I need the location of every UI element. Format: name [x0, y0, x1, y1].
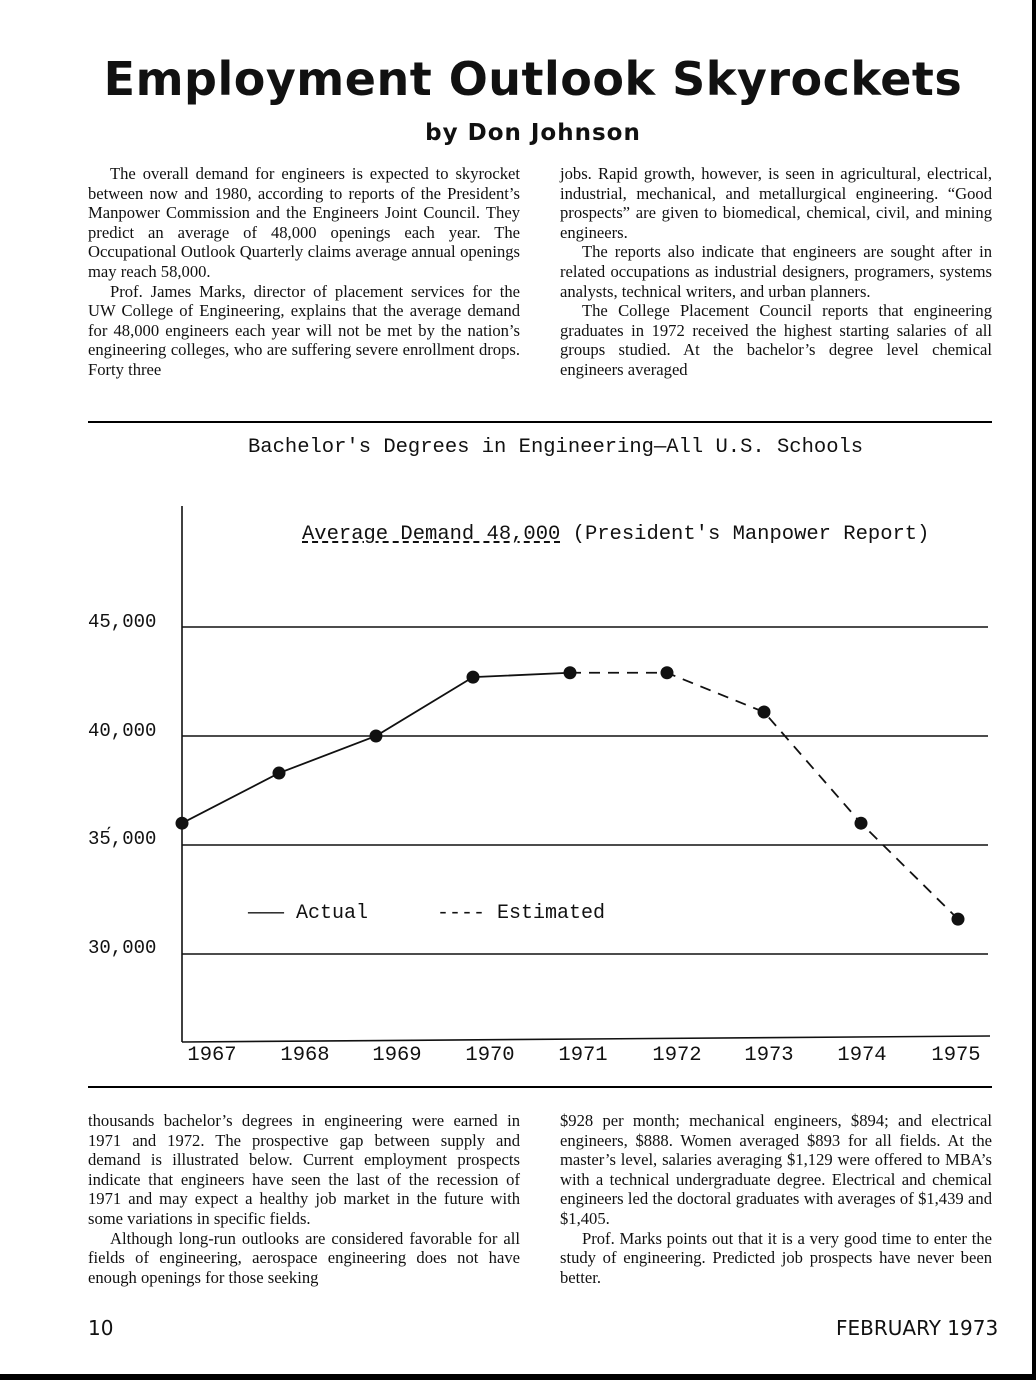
data-point-1969: [370, 730, 383, 743]
legend-estimated-swatch: ----: [437, 902, 486, 925]
data-point-1968: [273, 767, 286, 780]
chart-bottom-rule: [88, 1086, 992, 1088]
data-point-1971: [564, 666, 577, 679]
paragraph: $928 per month; mechanical engineers, $894; and electrical engineers, $888. Women averaged $893 for all fields. At the master’s level, salaries averaging $1,129 were offered to MBA’s with a technical undergraduate degree. Electrical and chemical engineers led the doctoral graduates with averages of $1,439 and $1,405.: [560, 1111, 992, 1228]
x-axis: [182, 1036, 990, 1042]
paragraph: The College Placement Council reports that engineering graduates in 1972 received the highest starting salaries of all groups studied. At the bachelor’s degree level chemical engineers averaged: [560, 301, 992, 379]
legend-actual-label: Actual: [296, 902, 369, 925]
x-tick-label-1971: 1971: [558, 1044, 608, 1067]
y-tick-label-40000: 40,000: [88, 720, 157, 742]
x-tick-label-1967: 1967: [187, 1044, 237, 1067]
x-tick-label-1972: 1972: [652, 1044, 702, 1067]
y-tick-label-45000: 45,000: [88, 611, 157, 633]
legend-estimated-label: Estimated: [497, 902, 606, 925]
y-tick-label-35000: 35́,000: [88, 828, 157, 850]
paragraph: thousands bachelor’s degrees in engineering were earned in 1971 and 1972. The prospective gap between supply and demand is illustrated below. Current employment prospects indicate that engineers have seen the last of the recession of 1971 and may expect a healthy job market in the future with some variations in specific fields.: [88, 1111, 520, 1228]
x-tick-label-1974: 1974: [837, 1044, 887, 1067]
data-point-1975: [952, 913, 965, 926]
average-demand-value: Average Demand 48,000: [302, 523, 561, 546]
article-byline: by Don Johnson: [425, 120, 641, 146]
legend-actual: [248, 902, 368, 925]
paragraph: jobs. Rapid growth, however, is seen in agricultural, electrical, industrial, mechanical, and metallurgical engineering. “Good prospects” are given to biomedical, chemical, civil, and mining engineers.: [560, 164, 992, 242]
paragraph: The overall demand for engineers is expected to skyrocket between now and 1980, according to reports of the President’s Manpower Commission and the Engineers Joint Council. They predict an average of 48,000 openings each year. The Occupational Outlook Quarterly claims average annual openings may reach 58,000.: [88, 164, 520, 281]
paragraph: The reports also indicate that engineers are sought after in related occupations as industrial designers, programers, systems analysts, technical writers, and urban planners.: [560, 242, 992, 301]
paragraph: Although long-run outlooks are considered favorable for all fields of engineering, aerospace engineering does not have enough openings for those seeking: [88, 1228, 520, 1287]
paragraph: Prof. Marks points out that it is a very good time to enter the study of engineering. Predicted job prospects have never been better.: [560, 1228, 992, 1287]
x-tick-label-1970: 1970: [465, 1044, 515, 1067]
article-title: Employment Outlook Skyrockets: [103, 52, 963, 106]
text-column-3: [88, 1111, 520, 1287]
x-tick-label-1968: 1968: [280, 1044, 330, 1067]
series-line-actual: [182, 673, 570, 823]
y-tick-label-30000: 30,000: [88, 937, 157, 959]
average-demand-source: (President's Manpower Report): [560, 523, 930, 546]
data-point-1974: [855, 817, 868, 830]
legend-estimated: [437, 902, 605, 925]
chart-title: Bachelor's Degrees in Engineering—All U.S. Schools: [248, 436, 864, 459]
text-column-4: [560, 1111, 992, 1287]
legend-actual-swatch: ———: [248, 902, 285, 925]
x-tick-label-1969: 1969: [372, 1044, 422, 1067]
issue-date: FEBRUARY 1973: [836, 1316, 999, 1340]
x-tick-label-1973: 1973: [744, 1044, 794, 1067]
data-point-1970: [467, 671, 480, 684]
page-number: 10: [88, 1316, 114, 1340]
paragraph: Prof. James Marks, director of placement services for the UW College of Engineering, explains that the average demand for 48,000 engineers each year will not be met by the nation’s engineering colleges, who are suffering severe enrollment drops. Forty three: [88, 281, 520, 379]
data-point-1972: [661, 666, 674, 679]
data-point-1973: [758, 706, 771, 719]
x-tick-label-1975: 1975: [931, 1044, 981, 1067]
